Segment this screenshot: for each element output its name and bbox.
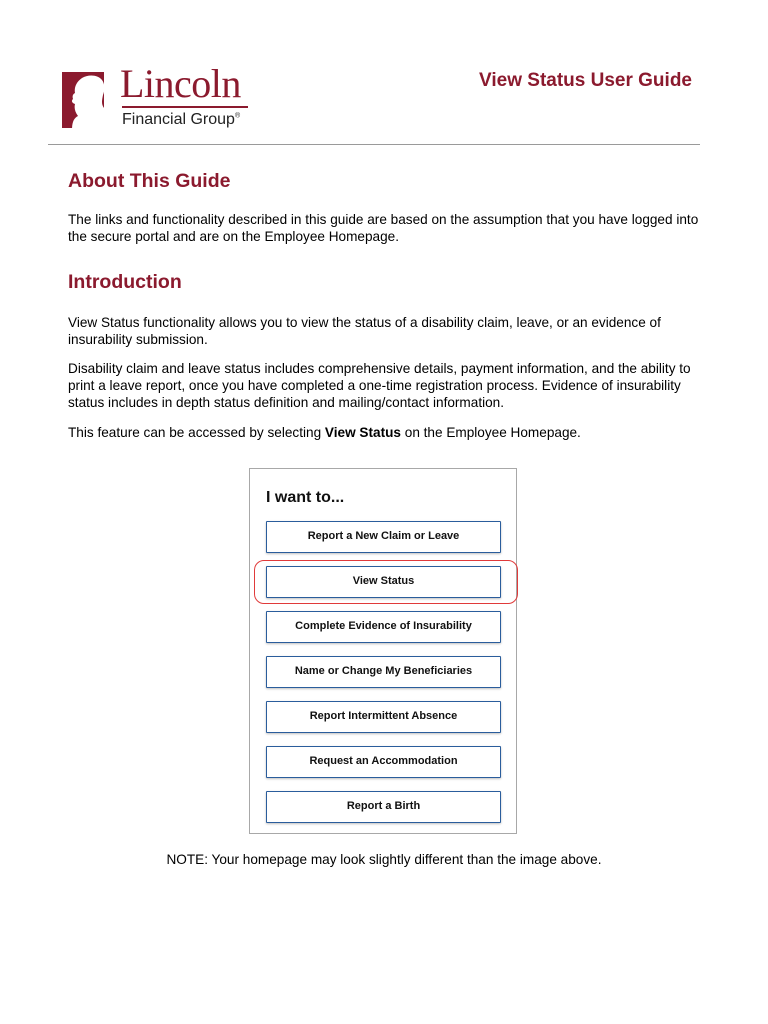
intro-paragraph-1: View Status functionality allows you to view the status of a disability claim, leave, or an evidence of insurability submission. [68, 315, 661, 347]
intro-paragraph-3: This feature can be accessed by selecting View Status on the Employee Homepage. [68, 425, 581, 440]
request-accommodation-button[interactable]: Request an Accommodation [266, 746, 501, 778]
intro-heading: Introduction [68, 271, 182, 293]
logo-wordmark: Lincoln [120, 61, 241, 106]
report-birth-button[interactable]: Report a Birth [266, 791, 501, 823]
profile-silhouette-icon [58, 70, 118, 132]
report-intermittent-absence-button[interactable]: Report Intermittent Absence [266, 701, 501, 733]
about-heading: About This Guide [68, 170, 231, 192]
lincoln-logo [58, 61, 268, 134]
logo-subtitle: Financial Group® [122, 111, 241, 128]
about-body: The links and functionality described in this guide are based on the assumption that you have logged into the secure portal and are on the Employee Homepage. [68, 212, 699, 244]
view-status-highlight [254, 560, 518, 604]
change-beneficiaries-button[interactable]: Name or Change My Beneficiaries [266, 656, 501, 688]
logo-underline [122, 106, 248, 108]
header-divider [48, 144, 700, 145]
i-want-to-heading: I want to... [266, 489, 345, 506]
complete-evidence-button[interactable]: Complete Evidence of Insurability [266, 611, 501, 643]
view-status-emphasis: View Status [324, 425, 401, 440]
view-status-button[interactable]: View Status [266, 566, 501, 598]
note-text: NOTE: Your homepage may look slightly different than the image above. [166, 852, 602, 867]
homepage-screenshot [249, 468, 517, 834]
report-new-claim-button[interactable]: Report a New Claim or Leave [266, 521, 501, 553]
intro-paragraph-2: Disability claim and leave status includes comprehensive details, payment information, and the ability to print a leave report, once you have completed a one-time registration process. Evidence of insurability status includes in depth status definition and mailing/contact information. [68, 361, 691, 410]
document-title: View Status User Guide [479, 70, 692, 91]
